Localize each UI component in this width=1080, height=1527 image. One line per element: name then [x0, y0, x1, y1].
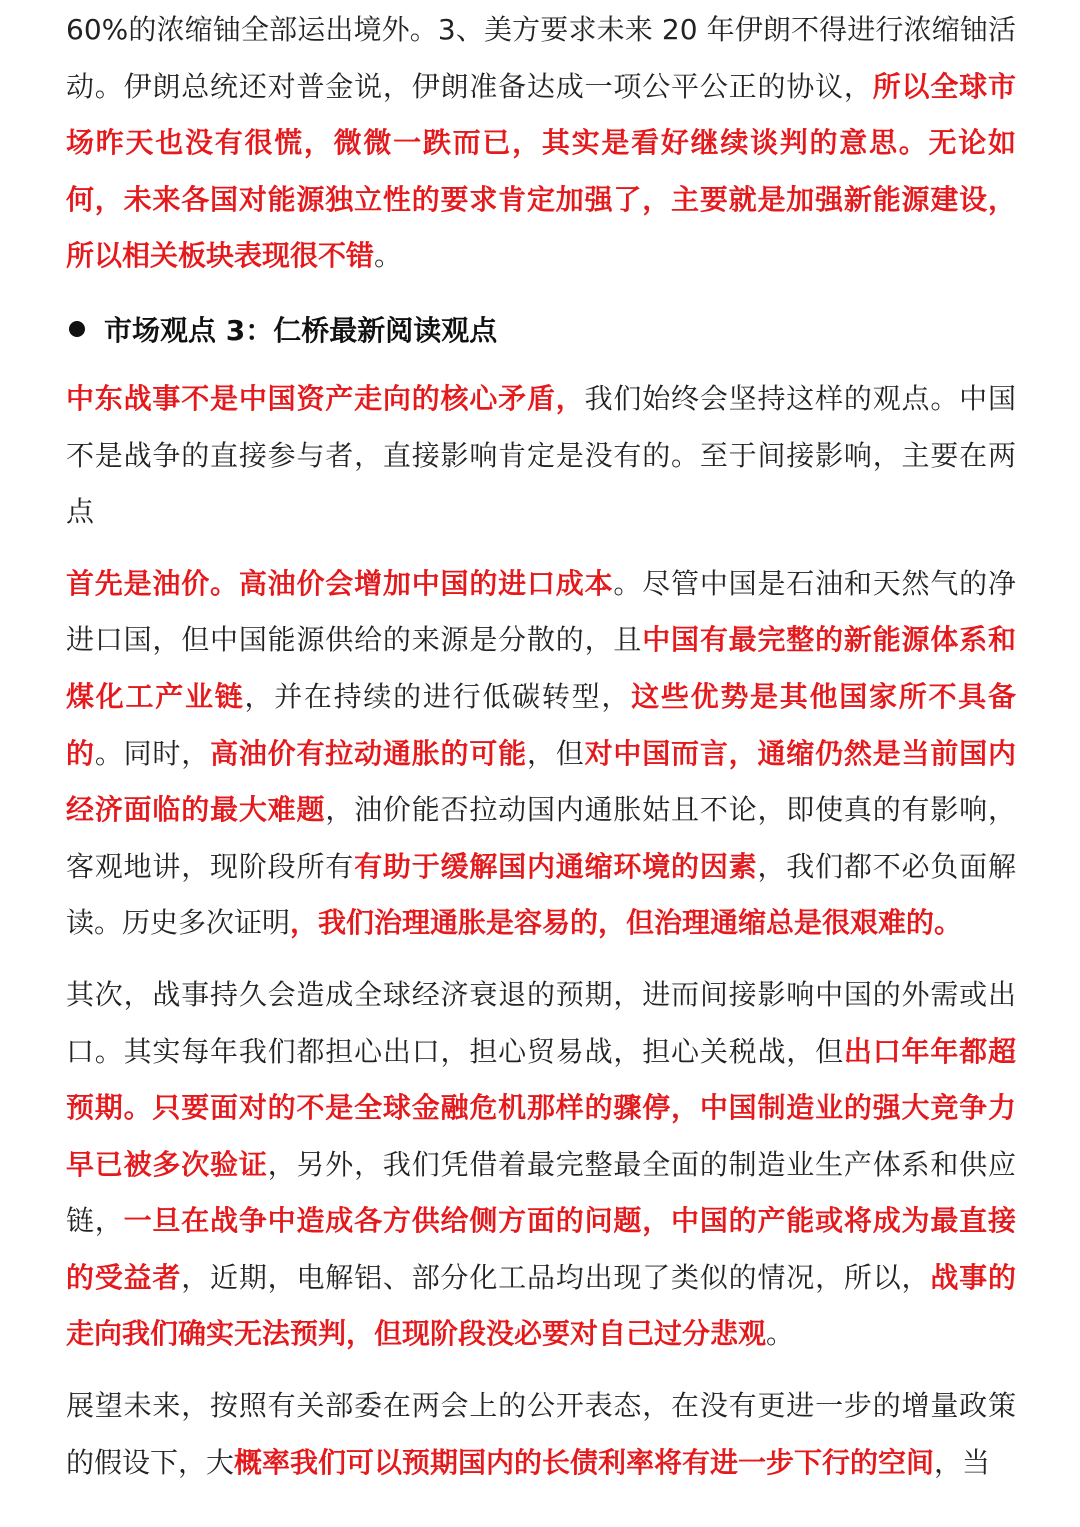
text-segment: 我们始终会坚持这样的观点。中国不是战争的直接参与者，直接影响肯定是没有的。至于间接影响，主要在两点 [66, 381, 1016, 529]
paragraph-oil-price [66, 556, 1016, 952]
section-heading-text: 市场观点 3：仁桥最新阅读观点 [104, 313, 498, 347]
text-segment: ，我们都不必负面解读。历史多次证明 [66, 849, 1016, 940]
highlighted-text-segment: 有助于缓解国内通缩环境的因素 [354, 849, 758, 883]
text-segment: ，近期，电解铝、部分化工品均出现了类似的情况，所以， [181, 1260, 931, 1294]
text-segment: 60%的浓缩铀全部运出境外。3、美方要求未来 20 年伊朗不得进行浓缩铀活动。伊朗总统还对普金说，伊朗准备达成一项公平公正的协议， [66, 13, 1016, 103]
text-segment: 展望未来，按照有关部委在两会上的公开表态，在没有更进一步的增量政策的假设下，大 [66, 1389, 1016, 1479]
text-segment: ，并在持续的进行低碳转型， [244, 679, 632, 713]
highlighted-text-segment: ，我们治理通胀是容易的，但治理通缩总是很艰难的。 [290, 906, 963, 940]
highlighted-text-segment: 对中国而言，通缩仍然是当前国内经济面临的最大难题 [66, 736, 1016, 827]
highlighted-text-segment: 这些优势是其他国家所不具备的 [66, 679, 1016, 770]
highlighted-text-segment: 出口年年都超预期。只要面对的不是全球金融危机那样的骤停，中国制造业的强大竞争力早已被多次验证 [66, 1034, 1016, 1181]
text-segment: ，另外，我们凭借着最完整最全面的制造业生产体系和供应链， [66, 1147, 1016, 1238]
article-body [66, 0, 1016, 1491]
text-segment: ，但 [526, 736, 585, 770]
bullet-icon [69, 321, 85, 337]
highlighted-text-segment: 首先是油价。高油价会增加中国的进口成本 [66, 566, 614, 600]
paragraph-core-view [66, 371, 1016, 541]
text-segment: 。 [374, 239, 403, 273]
text-segment: ，油价能否拉动国内通胀姑且不论，即使真的有影响，客观地讲，现阶段所有 [66, 793, 1016, 883]
highlighted-text-segment: 高油价有拉动通胀的可能 [210, 736, 527, 770]
paragraph-outlook [66, 1378, 1016, 1491]
paragraph-iran-negotiation [66, 2, 1016, 285]
paragraph-export-demand [66, 967, 1016, 1363]
highlighted-text-segment: 中国有最完整的新能源体系和煤化工产业链 [66, 623, 1016, 713]
highlighted-text-segment: 战事的走向我们确实无法预判，但现阶段没必要对自己过分悲观 [66, 1260, 1016, 1351]
text-segment: 。 [766, 1317, 795, 1351]
text-segment: 。同时， [94, 736, 211, 770]
highlighted-text-segment: 一旦在战争中造成各方供给侧方面的问题，中国的产能或将成为最直接的受益者 [66, 1204, 1016, 1294]
text-segment: 其次，战事持久会造成全球经济衰退的预期，进而间接影响中国的外需或出口。其实每年我们都担心出口，担心贸易战，担心关税战，但 [66, 977, 1016, 1068]
highlighted-text-segment: 概率我们可以预期国内的长债利率将有进一步下行的空间 [234, 1445, 935, 1479]
highlighted-text-segment: 中东战事不是中国资产走向的核心矛盾， [66, 381, 585, 415]
text-segment: 。尽管中国是石油和天然气的净进口国，但中国能源供给的来源是分散的，且 [66, 566, 1016, 657]
section-heading [66, 301, 1016, 357]
text-segment: ，当 [934, 1445, 991, 1479]
highlighted-text-segment: 所以全球市场昨天也没有很慌，微微一跌而已，其实是看好继续谈判的意思。无论如何，未来各国对能源独立性的要求肯定加强了，主要就是加强新能源建设，所以相关板块表现很不错 [66, 69, 1016, 273]
